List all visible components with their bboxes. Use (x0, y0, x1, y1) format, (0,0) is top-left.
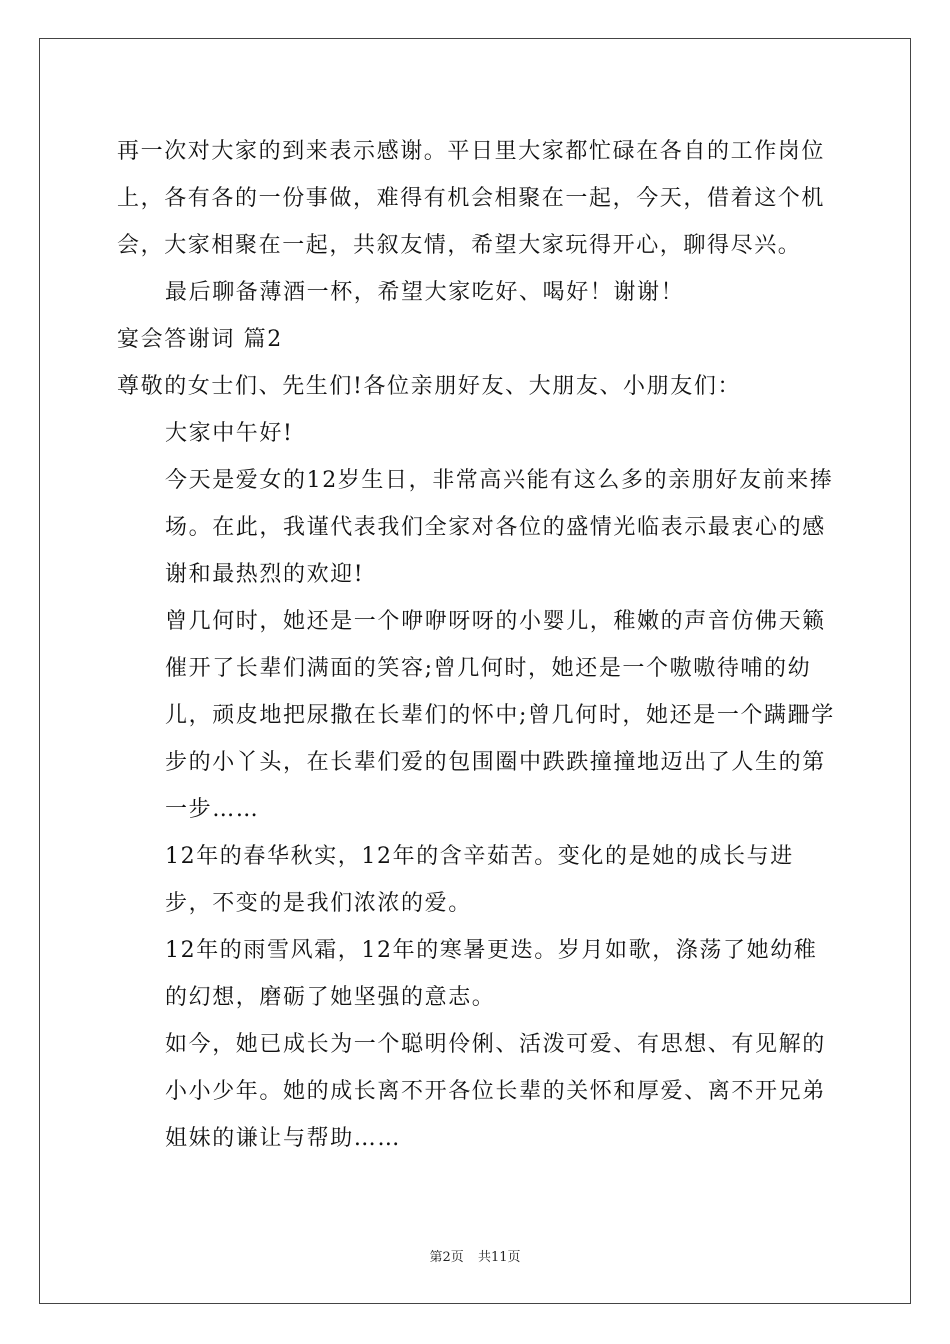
paragraph-salutation: 尊敬的女士们、先生们!各位亲朋好友、大朋友、小朋友们： (117, 374, 742, 399)
paragraph-twelve-years-1: 12年的春华秋实，12年的含辛茹苦。变化的是她的成长与进步，不变的是我们浓浓的爱。 (165, 844, 794, 916)
page-total: 共11页 (477, 1250, 521, 1265)
paragraph-memories: 曾几何时，她还是一个咿咿呀呀的小婴儿，稚嫩的声音仿佛天籁催开了长辈们满面的笑容;曾几何时，她还是一个嗷嗷待哺的幼儿，顽皮地把尿撒在长辈们的怀中;曾几何时，她还是一个蹒跚学步的小丫头，在长辈们爱的包围圈中跌跌撞撞地迈出了人生的第一步…… (165, 609, 835, 822)
paragraph-greeting: 大家中午好! (165, 421, 294, 446)
document-body (117, 128, 837, 1162)
paragraph-birthday: 今天是爱女的12岁生日，非常高兴能有这么多的亲朋好友前来捧场。在此，我谨代表我们全家对各位的盛情光临表示最衷心的感谢和最热烈的欢迎! (165, 468, 834, 587)
paragraph-thanks: 再一次对大家的到来表示感谢。平日里大家都忙碌在各自的工作岗位上，各有各的一份事做，难得有机会相聚在一起，今天，借着这个机会，大家相聚在一起，共叙友情，希望大家玩得开心，聊得尽兴。 (117, 139, 826, 258)
page-number: 第2页 (429, 1250, 464, 1265)
paragraph-toast: 最后聊备薄酒一杯，希望大家吃好、喝好！谢谢！ (165, 280, 685, 305)
section-heading: 宴会答谢词 篇2 (117, 327, 283, 352)
paragraph-twelve-years-2: 12年的雨雪风霜，12年的寒暑更迭。岁月如歌，涤荡了她幼稚的幻想，磨砺了她坚强的意志。 (165, 938, 818, 1010)
paragraph-growth: 如今，她已成长为一个聪明伶俐、活泼可爱、有思想、有见解的小小少年。她的成长离不开各位长辈的关怀和厚爱、离不开兄弟姐妹的谦让与帮助…… (165, 1032, 826, 1151)
page-footer (0, 1246, 950, 1265)
